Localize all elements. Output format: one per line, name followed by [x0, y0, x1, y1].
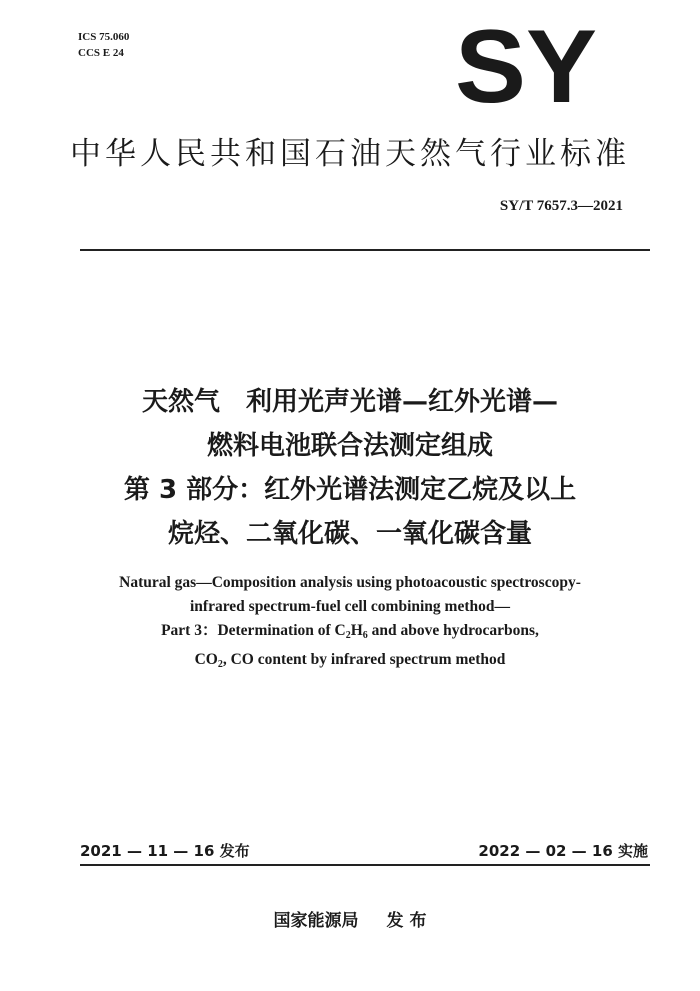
english-title-line-3-mid: H	[350, 622, 363, 639]
english-title-line-4-pre: CO	[194, 651, 218, 668]
c-subscript: 2	[345, 630, 351, 641]
h-subscript: 6	[362, 630, 368, 641]
publisher	[0, 906, 700, 931]
standard-number: SY/T 7657.3—2021	[499, 198, 623, 214]
english-title-line-4	[0, 648, 700, 677]
english-title-line-3	[0, 619, 700, 648]
chinese-title-line-4: 烷烃、二氧化碳、一氧化碳含量	[167, 519, 532, 549]
issue-date: 2021 — 11 — 16 发布	[80, 842, 250, 860]
sy-logo	[452, 20, 600, 120]
chinese-title	[0, 380, 700, 556]
english-title-line-4-post: , CO content by infrared spectrum method	[222, 651, 506, 668]
ics-code: ICS 75.060	[78, 31, 130, 43]
chinese-title-line-3: 第 3 部分：红外光谱法测定乙烷及以上	[123, 475, 577, 505]
chinese-title-line-2: 燃料电池联合法测定组成	[206, 431, 493, 461]
bottom-divider	[80, 864, 650, 866]
english-title-line-1: Natural gas—Composition analysis using photoacoustic spectroscopy-	[119, 574, 581, 591]
top-divider	[80, 249, 650, 251]
english-title-line-3-pre: Part 3：Determination of C	[161, 622, 346, 639]
classification-codes	[78, 29, 129, 61]
english-title-line-2: infrared spectrum-fuel cell combining method—	[189, 598, 510, 615]
standard-type-title: 中华人民共和国石油天然气行业标准	[70, 136, 630, 172]
publisher-action: 发 布	[386, 911, 427, 931]
sy-logo-text: SY	[455, 20, 597, 120]
ccs-code: CCS E 24	[78, 47, 124, 59]
publisher-name: 国家能源局	[273, 911, 359, 931]
chinese-title-line-1: 天然气 利用光声光谱—红外光谱—	[141, 387, 558, 417]
co2-subscript: 2	[217, 659, 223, 670]
english-title	[0, 571, 700, 677]
english-title-line-3-post: and above hydrocarbons,	[367, 622, 539, 639]
implement-date: 2022 — 02 — 16 实施	[478, 842, 648, 860]
